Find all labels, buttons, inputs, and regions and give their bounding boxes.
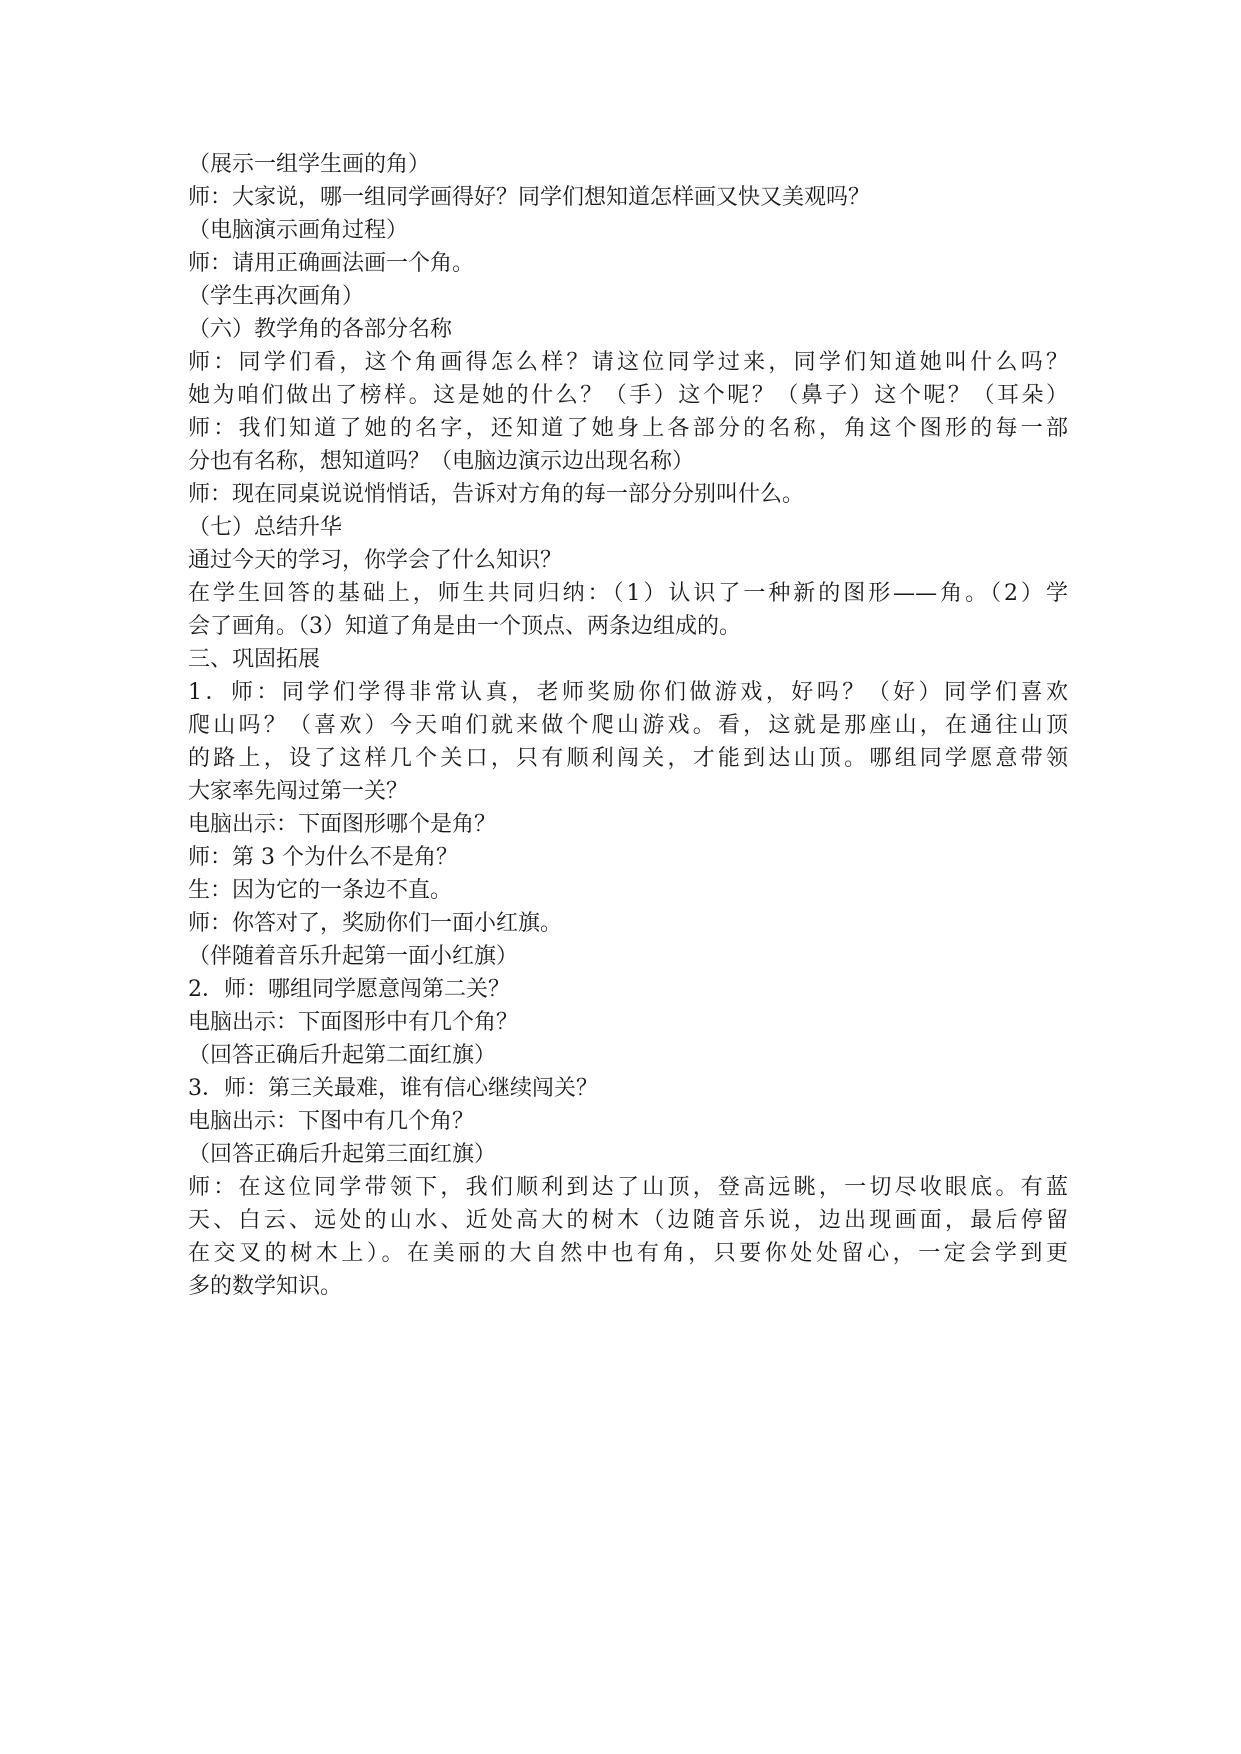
text-line: （七）总结升华 xyxy=(188,515,343,540)
text-line: 电脑出示：下面图形哪个是角？ xyxy=(188,812,497,837)
text-line: 师：大家说，哪一组同学画得好？同学们想知道怎样画又快又美观吗？ xyxy=(188,185,871,210)
text-line: 电脑出示：下面图形中有几个角？ xyxy=(188,1010,519,1035)
text-line: 师：在这位同学带领下，我们顺利到达了山顶，登高远眺，一切尽收眼底。有蓝 xyxy=(188,1175,1068,1200)
text-line: （电脑演示画角过程） xyxy=(188,218,409,243)
text-line: 1．师：同学们学得非常认真，老师奖励你们做游戏，好吗？（好）同学们喜欢 xyxy=(188,680,1068,705)
text-line: 在学生回答的基础上，师生共同归纳：（1）认识了一种新的图形——角。（2）学 xyxy=(188,581,1068,606)
text-line: 三、巩固拓展 xyxy=(188,647,321,672)
text-line: 会了画角。（3）知道了角是由一个顶点、两条边组成的。 xyxy=(188,614,741,639)
text-line: 的路上，设了这样几个关口，只有顺利闯关，才能到达山顶。哪组同学愿意带领 xyxy=(188,746,1068,771)
text-line: 通过今天的学习，你学会了什么知识？ xyxy=(188,548,563,573)
text-line: 师：请用正确画法画一个角。 xyxy=(188,251,475,276)
text-line: 师：同学们看，这个角画得怎么样？请这位同学过来，同学们知道她叫什么吗？ xyxy=(188,350,1068,375)
text-line: 电脑出示：下图中有几个角？ xyxy=(188,1109,475,1134)
text-line: 大家率先闯过第一关？ xyxy=(188,779,409,804)
document-body xyxy=(188,148,1068,1303)
text-line: （伴随着音乐升起第一面小红旗） xyxy=(188,944,519,969)
text-line: 她为咱们做出了榜样。这是她的什么？（手）这个呢？（鼻子）这个呢？（耳朵） xyxy=(188,383,1068,408)
text-line: 天、白云、远处的山水、近处高大的树木（边随音乐说，边出现画面，最后停留 xyxy=(188,1208,1068,1233)
text-line: （展示一组学生画的角） xyxy=(188,152,431,177)
text-line: 爬山吗？（喜欢）今天咱们就来做个爬山游戏。看，这就是那座山，在通往山顶 xyxy=(188,713,1068,738)
text-line: （学生再次画角） xyxy=(188,284,365,309)
text-line: （回答正确后升起第二面红旗） xyxy=(188,1043,497,1068)
text-line: 师：我们知道了她的名字，还知道了她身上各部分的名称，角这个图形的每一部 xyxy=(188,416,1068,441)
text-line: 多的数学知识。 xyxy=(188,1274,343,1299)
text-line: （六）教学角的各部分名称 xyxy=(188,317,453,342)
text-line: 师：现在同桌说说悄悄话，告诉对方角的每一部分分别叫什么。 xyxy=(188,482,805,507)
text-line: 2．师：哪组同学愿意闯第二关？ xyxy=(188,977,510,1002)
text-line: 师：你答对了，奖励你们一面小红旗。 xyxy=(188,911,563,936)
text-line: 分也有名称，想知道吗？（电脑边演示边出现名称） xyxy=(188,449,695,474)
text-line: 在交叉的树木上）。在美丽的大自然中也有角，只要你处处留心，一定会学到更 xyxy=(188,1241,1068,1266)
text-line: （回答正确后升起第三面红旗） xyxy=(188,1142,497,1167)
text-line: 师：第 3 个为什么不是角？ xyxy=(188,845,458,870)
text-line: 3．师：第三关最难，谁有信心继续闯关？ xyxy=(188,1076,598,1101)
text-line: 生：因为它的一条边不直。 xyxy=(188,878,453,903)
